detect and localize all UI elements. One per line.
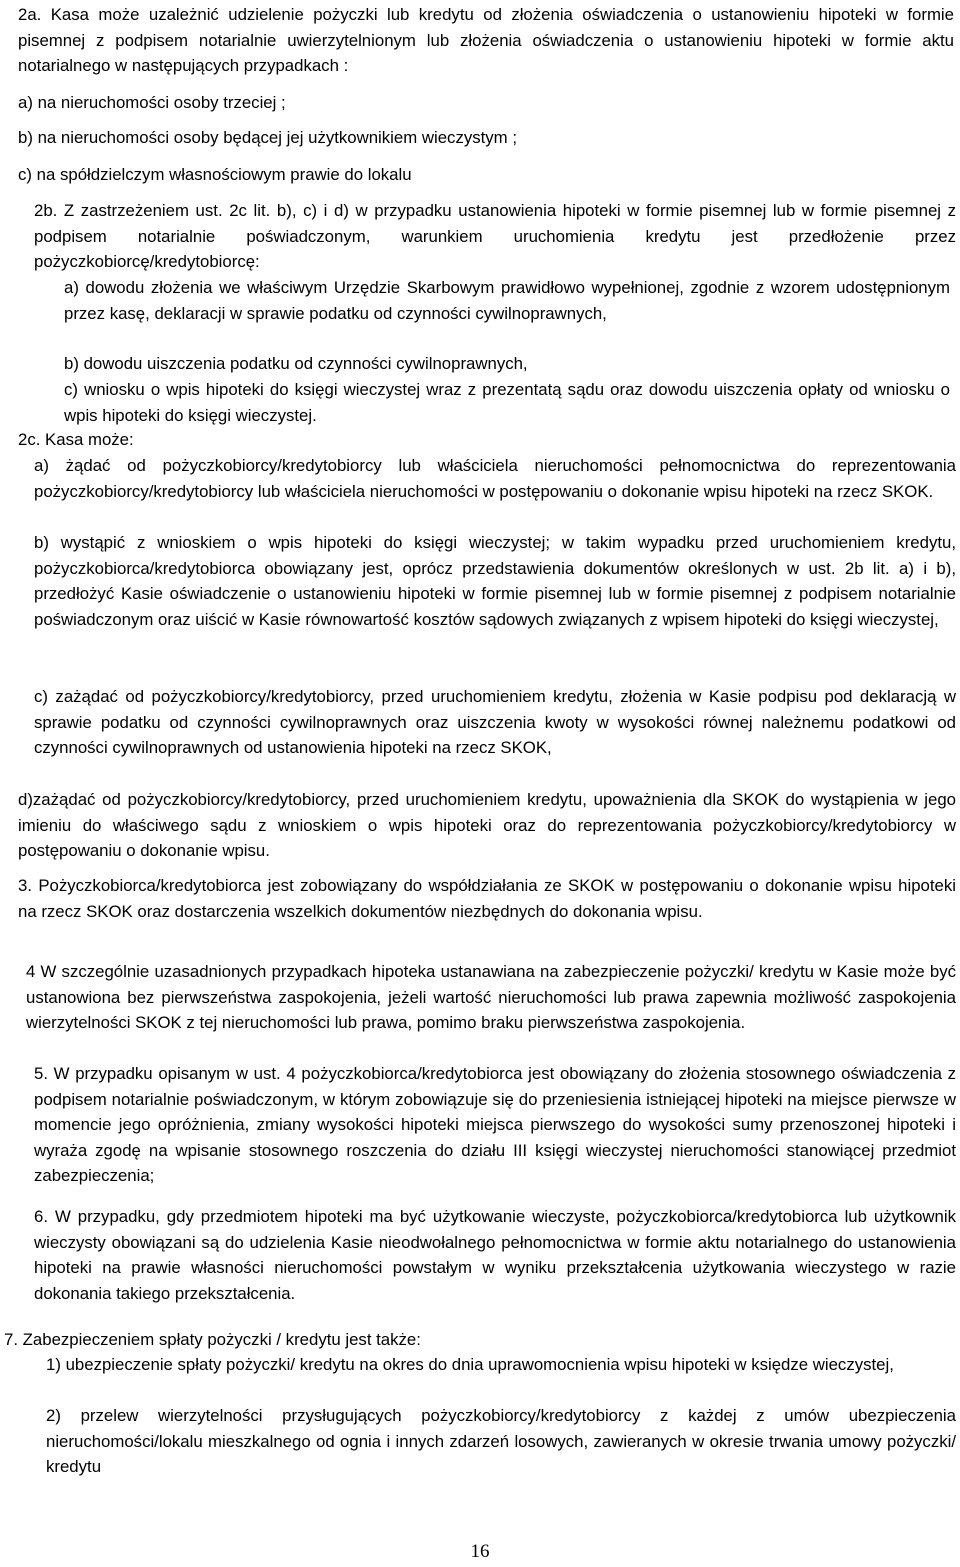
section-2b-item-a: a) dowodu złożenia we właściwym Urzędzie Skarbowym prawidłowo wypełnionej, zgodnie z wzorem udostępnionym przez kasę, deklaracji w sprawie podatku od czynności cywilnoprawnych, bbox=[64, 278, 950, 323]
section-3: 3. Pożyczkobiorca/kredytobiorca jest zobowiązany do współdziałania ze SKOK w postępowaniu o dokonanie wpisu hipoteki na rzecz SKOK oraz dostarczenia wszelkich dokumentów niezbędnych do dokonania wpisu. bbox=[18, 876, 956, 921]
section-7-intro: 7. Zabezpieczeniem spłaty pożyczki / kredytu jest także: bbox=[4, 1330, 421, 1349]
section-7-item-2: 2) przelew wierzytelności przysługujących pożyczkobiorcy/kredytobiorcy z każdej z umów ubezpieczenia nieruchomości/lokalu mieszkalnego od ognia i innych zdarzeń losowych, zawieranych w okresie trwania umowy pożyczki/ kredytu bbox=[46, 1406, 956, 1477]
section-2b-intro: 2b. Z zastrzeżeniem ust. 2c lit. b), c) i d) w przypadku ustanowienia hipoteki w formie pisemnej lub w formie pisemnej z podpisem notarialnie poświadczonym, warunkiem uruchomienia kredytu jest przedłożenie przez pożyczkobiorcę/kredytobiorcę: bbox=[34, 201, 956, 272]
section-2a-item-b: b) na nieruchomości osoby będącej jej użytkownikiem wieczystym ; bbox=[18, 128, 517, 147]
section-7-item-1: 1) ubezpieczenie spłaty pożyczki/ kredytu na okres do dnia uprawomocnienia wpisu hipoteki w księdze wieczystej, bbox=[46, 1355, 894, 1374]
section-6: 6. W przypadku, gdy przedmiotem hipoteki ma być użytkowanie wieczyste, pożyczkobiorca/kredytobiorca lub użytkownik wieczysty obowiązani są do udzielenia Kasie nieodwołalnego pełnomocnictwa w formie aktu notarialnego do ustanowienia hipoteki na prawie własności nieruchomości powstałym w wyniku przekształcenia użytkowania wieczystego w razie dokonania takiego przekształcenia. bbox=[34, 1207, 956, 1303]
section-2b-item-c: c) wniosku o wpis hipoteki do księgi wieczystej wraz z prezentatą sądu oraz dowodu uiszczenia opłaty od wniosku o wpis hipoteki do księgi wieczystej. bbox=[64, 380, 950, 425]
section-4: 4 W szczególnie uzasadnionych przypadkach hipoteka ustanawiana na zabezpieczenie pożyczki/ kredytu w Kasie może być ustanowiona bez pierwszeństwa zaspokojenia, jeżeli wartość nieruchomości lub prawa zapewnia możliwość zaspokojenia wierzytelności SKOK z tej nieruchomości lub prawa, pomimo braku pierwszeństwa zaspokojenia. bbox=[26, 962, 956, 1033]
section-2a-item-a: a) na nieruchomości osoby trzeciej ; bbox=[18, 93, 286, 112]
section-2c-item-a: a) żądać od pożyczkobiorcy/kredytobiorcy lub właściciela nieruchomości pełnomocnictwa do reprezentowania pożyczkobiorcy/kredytobiorcy lub właściciela nieruchomości w postępowaniu o dokonanie wpisu hipoteki na rzecz SKOK. bbox=[34, 456, 956, 501]
section-2c-intro: 2c. Kasa może: bbox=[18, 430, 134, 449]
section-2a-intro: 2a. Kasa może uzależnić udzielenie pożyczki lub kredytu od złożenia oświadczenia o ustanowieniu hipoteki w formie pisemnej z podpisem notarialnie uwierzytelnionym lub złożenia oświadczenia o ustanowieniu hipoteki w formie aktu notarialnego w następujących przypadkach : bbox=[18, 5, 954, 76]
page-number: 16 bbox=[470, 1541, 490, 1562]
section-5: 5. W przypadku opisanym w ust. 4 pożyczkobiorca/kredytobiorca jest obowiązany do złożenia stosownego oświadczenia z podpisem notarialnie poświadczonym, w którym zobowiązuje się do przeniesienia istniejącej hipoteki na miejsce pierwsze w momencie jego opróżnienia, zmiany wysokości hipoteki miejsca pierwszego do wysokości sumy przenoszonej hipoteki i wyraża zgodę na wpisanie stosownego roszczenia do działu III księgi wieczystej nieruchomości stanowiącej przedmiot zabezpieczenia; bbox=[34, 1064, 956, 1186]
section-2a-item-c: c) na spółdzielczym własnościowym prawie do lokalu bbox=[18, 165, 412, 184]
section-2c-item-c: c) zażądać od pożyczkobiorcy/kredytobiorcy, przed uruchomieniem kredytu, złożenia w Kasie podpisu pod deklaracją w sprawie podatku od czynności cywilnoprawnych oraz uiszczenia kwoty w wysokości równej należnemu podatkowi od czynności cywilnoprawnych od ustanowienia hipoteki na rzecz SKOK, bbox=[34, 687, 956, 758]
section-2c-item-d: d)zażądać od pożyczkobiorcy/kredytobiorcy, przed uruchomieniem kredytu, upoważnienia dla SKOK do wystąpienia w jego imieniu do właściwego sądu z wnioskiem o wpis hipoteki oraz do reprezentowania pożyczkobiorcy/kredytobiorcy w postępowaniu o dokonanie wpisu. bbox=[18, 790, 956, 861]
section-2b-item-b: b) dowodu uiszczenia podatku od czynności cywilnoprawnych, bbox=[64, 354, 528, 373]
section-2c-item-b: b) wystąpić z wnioskiem o wpis hipoteki do księgi wieczystej; w takim wypadku przed uruchomieniem kredytu, pożyczkobiorca/kredytobiorca obowiązany jest, oprócz przedstawienia dokumentów określonych w ust. 2b lit. a) i b), przedłożyć Kasie oświadczenie o ustanowieniu hipoteki w formie pisemnej lub w formie pisemnej z podpisem notarialnie poświadczonym oraz uiścić w Kasie równowartość kosztów sądowych związanych z wpisem hipoteki do księgi wieczystej, bbox=[34, 533, 956, 629]
